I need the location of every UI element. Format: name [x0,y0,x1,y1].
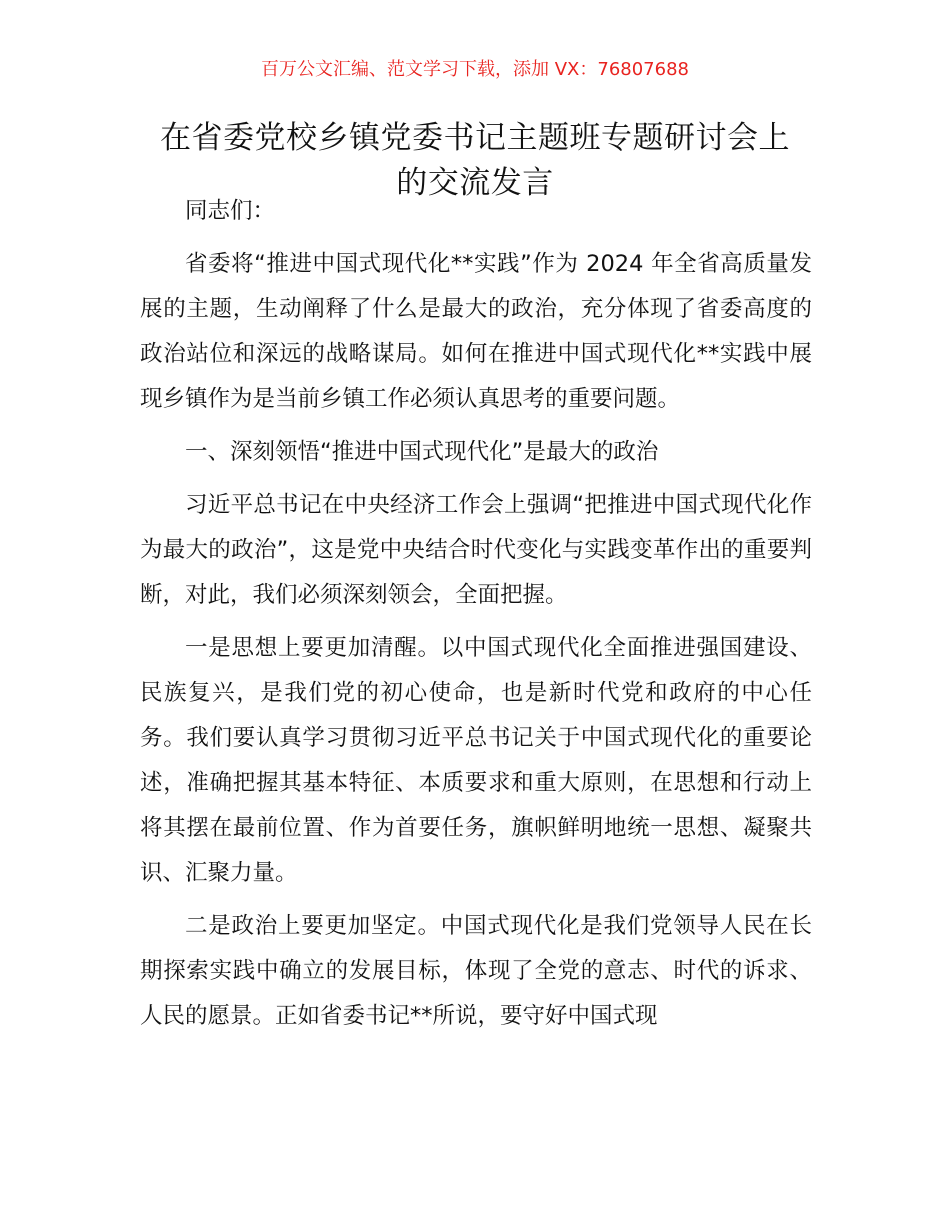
watermark-header: 百万公文汇编、范文学习下载，添加 VX：76807688 [261,59,689,80]
document-body [140,189,812,1047]
paragraph: 二是政治上要更加坚定。中国式现代化是我们党领导人民在长期探索实践中确立的发展目标，体现了全党的意志、时代的诉求、人民的愿景。正如省委书记**所说，要守好中国式现 [140,913,812,1029]
paragraph-intro: 省委将“推进中国式现代化**实践”作为 2024 年全省高质量发展的主题，生动阐释了什么是最大的政治，充分体现了省委高度的政治站位和深远的战略谋局。如何在推进中国式现代化**实践中展现乡镇作为是当前乡镇工作必须认真思考的重要问题。 [140,251,812,412]
salutation: 同志们： [185,198,276,224]
paragraph: 一是思想上要更加清醒。以中国式现代化全面推进强国建设、民族复兴，是我们党的初心使命，也是新时代党和政府的中心任务。我们要认真学习贯彻习近平总书记关于中国式现代化的重要论述，准确把握其基本特征、本质要求和重大原则，在思想和行动上将其摆在最前位置、作为首要任务，旗帜鲜明地统一思想、凝聚共识、汇聚力量。 [140,635,812,886]
title-line-1: 在省委党校乡镇党委书记主题班专题研讨会上 [160,120,790,156]
paragraph: 习近平总书记在中央经济工作会上强调“把推进中国式现代化作为最大的政治”，这是党中央结合时代变化与实践变革作出的重要判断，对此，我们必须深刻领会，全面把握。 [140,492,812,608]
title-line-2: 的交流发言 [396,165,554,201]
section-heading-1: 一、深刻领悟“推进中国式现代化”是最大的政治 [185,439,659,465]
